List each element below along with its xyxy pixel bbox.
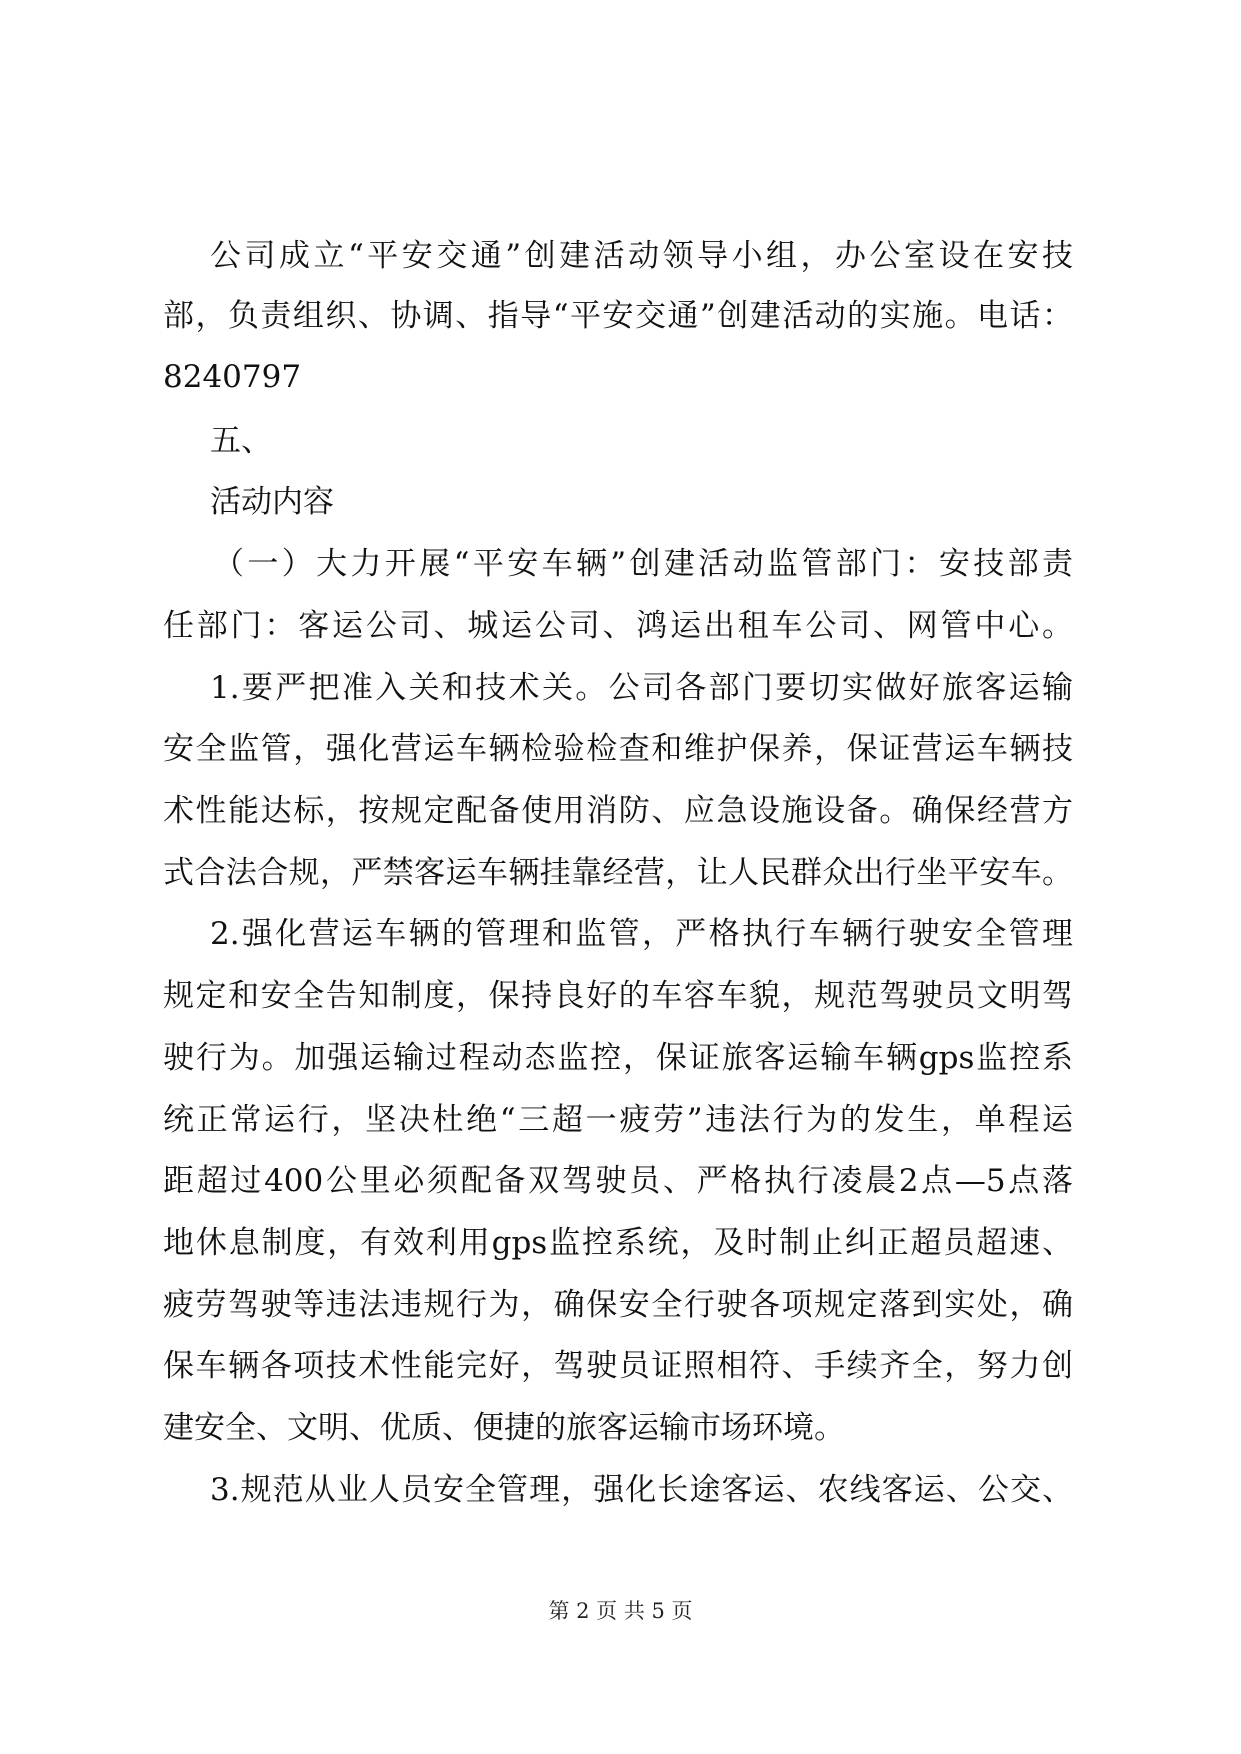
- section-number: 五、: [210, 423, 272, 459]
- paragraph-line: 距超过400公里必须配备双驾驶员、严格执行凌晨2点—5点落: [163, 1163, 1073, 1199]
- paragraph-line: 规定和安全告知制度，保持良好的车容车貌，规范驾驶员文明驾: [163, 978, 1073, 1014]
- paragraph-line: 2.强化营运车辆的管理和监管，严格执行车辆行驶安全管理: [210, 916, 1073, 952]
- paragraph-line: 统正常运行，坚决杜绝“三超一疲劳”违法行为的发生，单程运: [163, 1102, 1073, 1138]
- page-number-footer: 第 2 页 共 5 页: [548, 1599, 693, 1623]
- paragraph-line: 式合法合规，严禁客运车辆挂靠经营，让人民群众出行坐平安车。: [163, 855, 1073, 891]
- paragraph-line: 地休息制度，有效利用gps监控系统，及时制止纠正超员超速、: [163, 1225, 1073, 1261]
- paragraph-line: 建安全、文明、优质、便捷的旅客运输市场环境。: [163, 1410, 845, 1446]
- paragraph-line: 安全监管，强化营运车辆检验检查和维护保养，保证营运车辆技: [163, 731, 1073, 767]
- paragraph-line: 公司成立“平安交通”创建活动领导小组，办公室设在安技: [210, 238, 1073, 274]
- paragraph-line: 8240797: [163, 359, 302, 395]
- paragraph-line: 1.要严把准入关和技术关。公司各部门要切实做好旅客运输: [210, 670, 1073, 706]
- paragraph-line: 术性能达标，按规定配备使用消防、应急设施设备。确保经营方: [163, 793, 1073, 829]
- paragraph-line: （一）大力开展“平安车辆”创建活动监管部门：安技部责: [213, 546, 1073, 582]
- paragraph-line: 3.规范从业人员安全管理，强化长途客运、农线客运、公交、: [210, 1472, 1073, 1508]
- paragraph-line: 保车辆各项技术性能完好，驾驶员证照相符、手续齐全，努力创: [163, 1348, 1073, 1384]
- paragraph-line: 部，负责组织、协调、指导“平安交通”创建活动的实施。电话：: [163, 298, 1073, 334]
- paragraph-line: 任部门：客运公司、城运公司、鸿运出租车公司、网管中心。: [163, 608, 1073, 644]
- paragraph-line: 疲劳驾驶等违法违规行为，确保安全行驶各项规定落到实处，确: [163, 1287, 1073, 1323]
- section-heading: 活动内容: [210, 484, 334, 520]
- paragraph-line: 驶行为。加强运输过程动态监控，保证旅客运输车辆gps监控系: [163, 1040, 1073, 1076]
